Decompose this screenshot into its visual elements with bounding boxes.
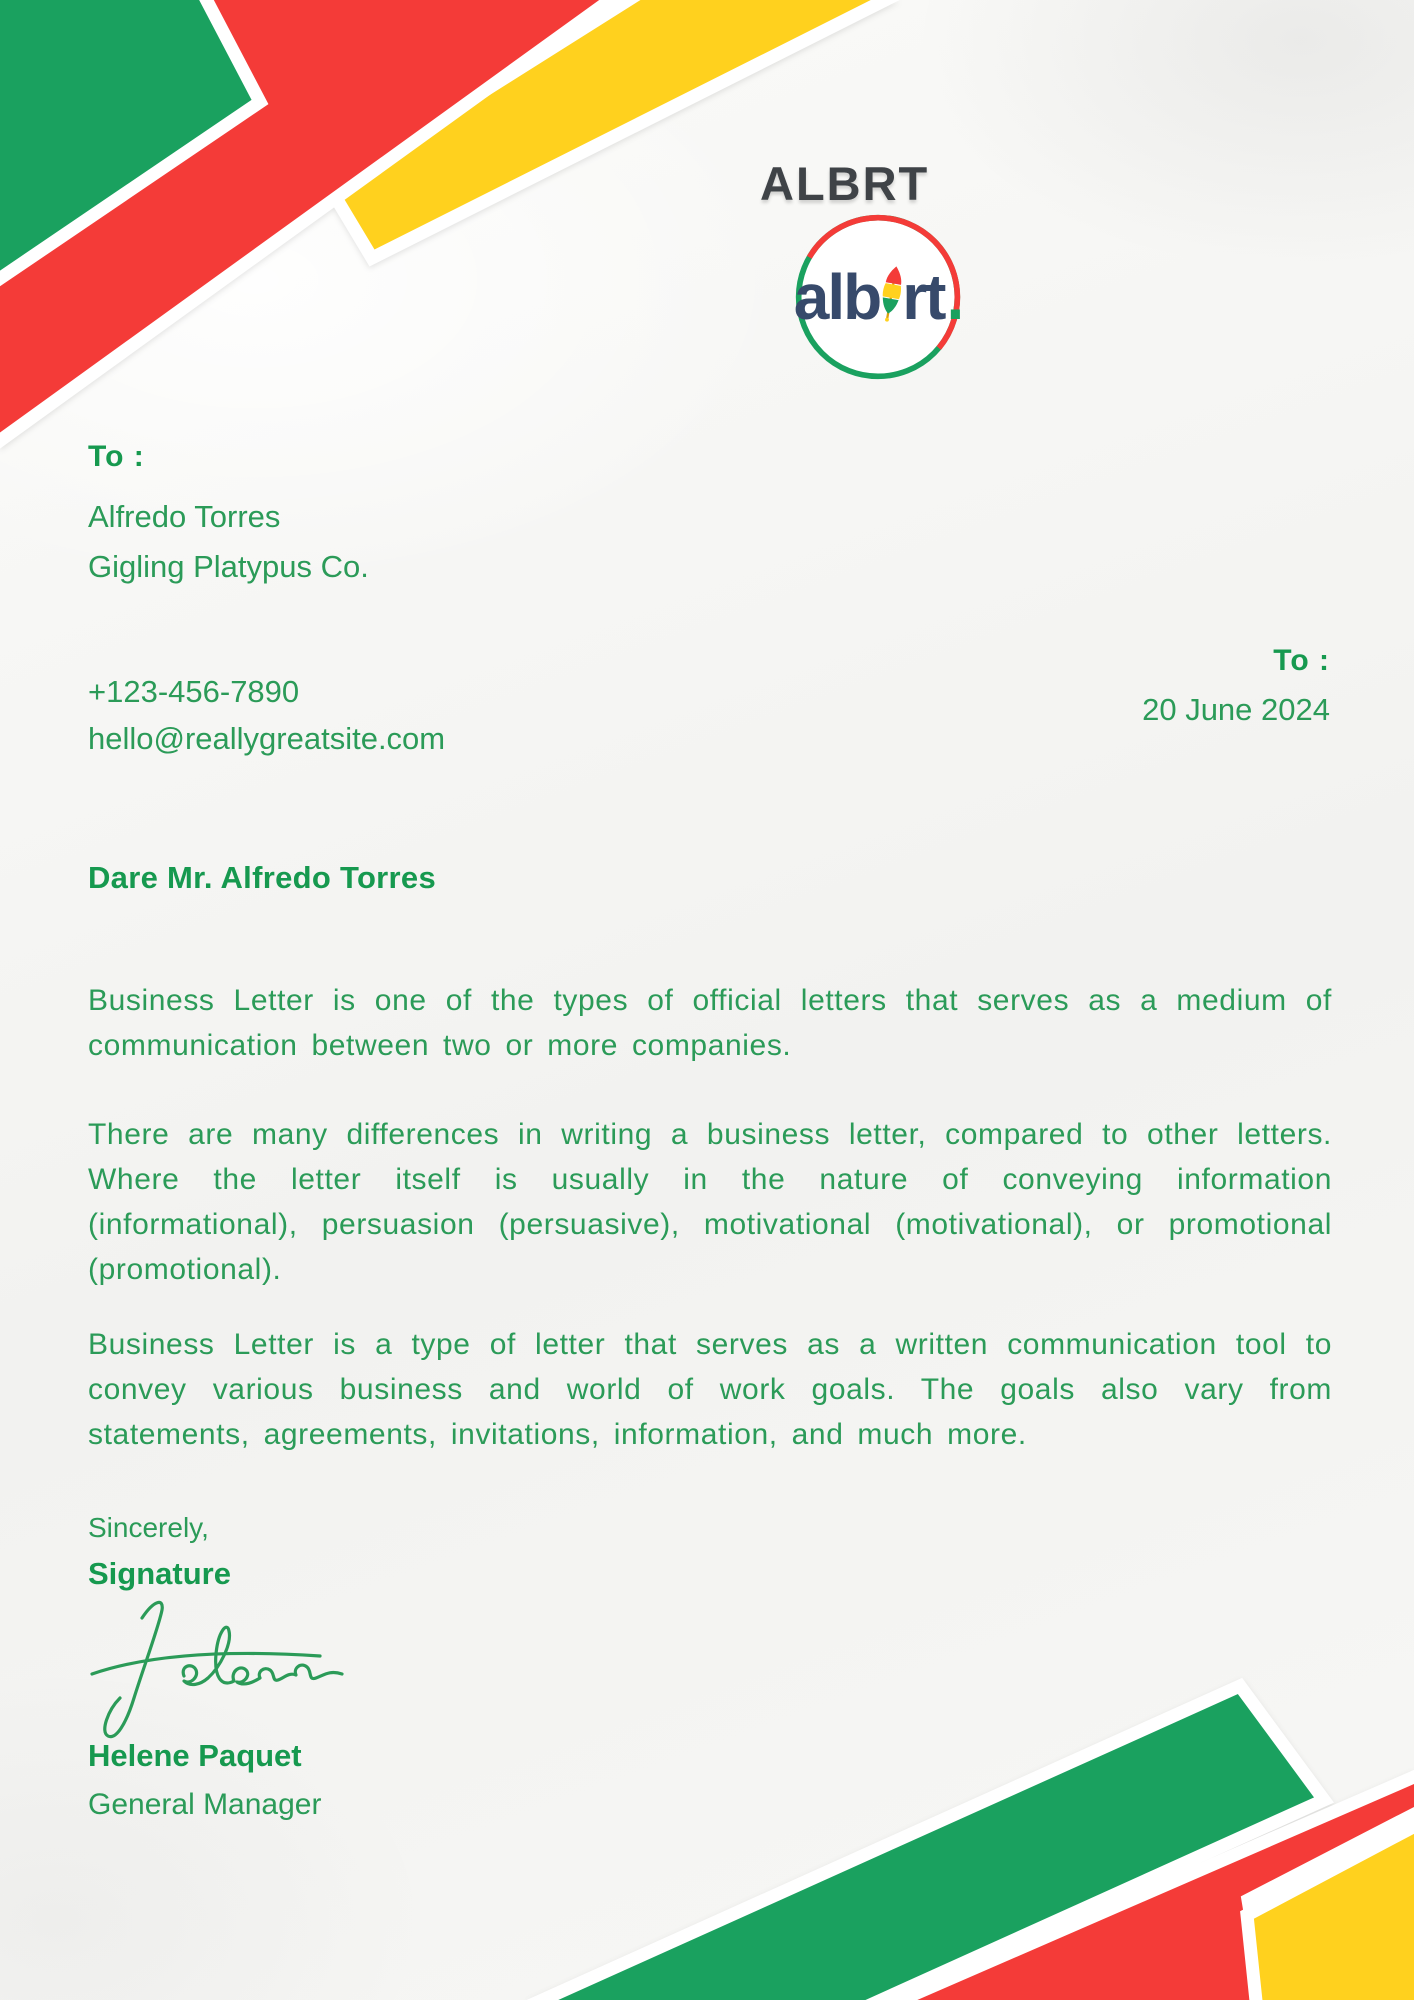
letter-date: 20 June 2024	[1142, 692, 1330, 727]
logo-dot: .	[946, 261, 963, 333]
signer-name: Helene Paquet	[88, 1738, 302, 1773]
recipient-company: Gigling Platypus Co.	[88, 549, 369, 584]
paragraph-2: There are many differences in writing a business letter, compared to other letters. Where the letter itself is usually in the nature of conveying information (informational), persuasion (persuasive), motivational (motivational), or promotional (promotional).	[88, 1118, 1332, 1286]
contact-email: hello@reallygreatsite.com	[88, 721, 446, 756]
logo-text-alb: alb	[793, 261, 881, 333]
logo-text-rt: rt	[902, 261, 945, 333]
date-label: To :	[1273, 644, 1330, 677]
closing-sincerely: Sincerely,	[88, 1512, 209, 1543]
brand-logo	[793, 212, 963, 382]
logo-lettering	[793, 212, 963, 382]
signer-title: General Manager	[88, 1788, 322, 1821]
paragraph-3: Business Letter is a type of letter that serves as a written communication tool to convey various business and world of work goals. The goals also vary from statements, agreements, invitations, information, and much more.	[88, 1328, 1332, 1451]
salutation: Dare Mr. Alfredo Torres	[88, 860, 436, 895]
contact-phone: +123-456-7890	[88, 674, 300, 709]
handwritten-signature	[80, 1588, 380, 1748]
signature-label: Signature	[88, 1556, 231, 1591]
contact-block	[88, 668, 445, 762]
brand-wordmark: ALBRT	[760, 157, 930, 210]
recipient-block	[88, 492, 369, 592]
paragraph-1: Business Letter is one of the types of official letters that serves as a medium of communication between two or more companies.	[88, 984, 1332, 1062]
recipient-name: Alfredo Torres	[88, 499, 281, 534]
recipient-label: To :	[88, 440, 145, 473]
